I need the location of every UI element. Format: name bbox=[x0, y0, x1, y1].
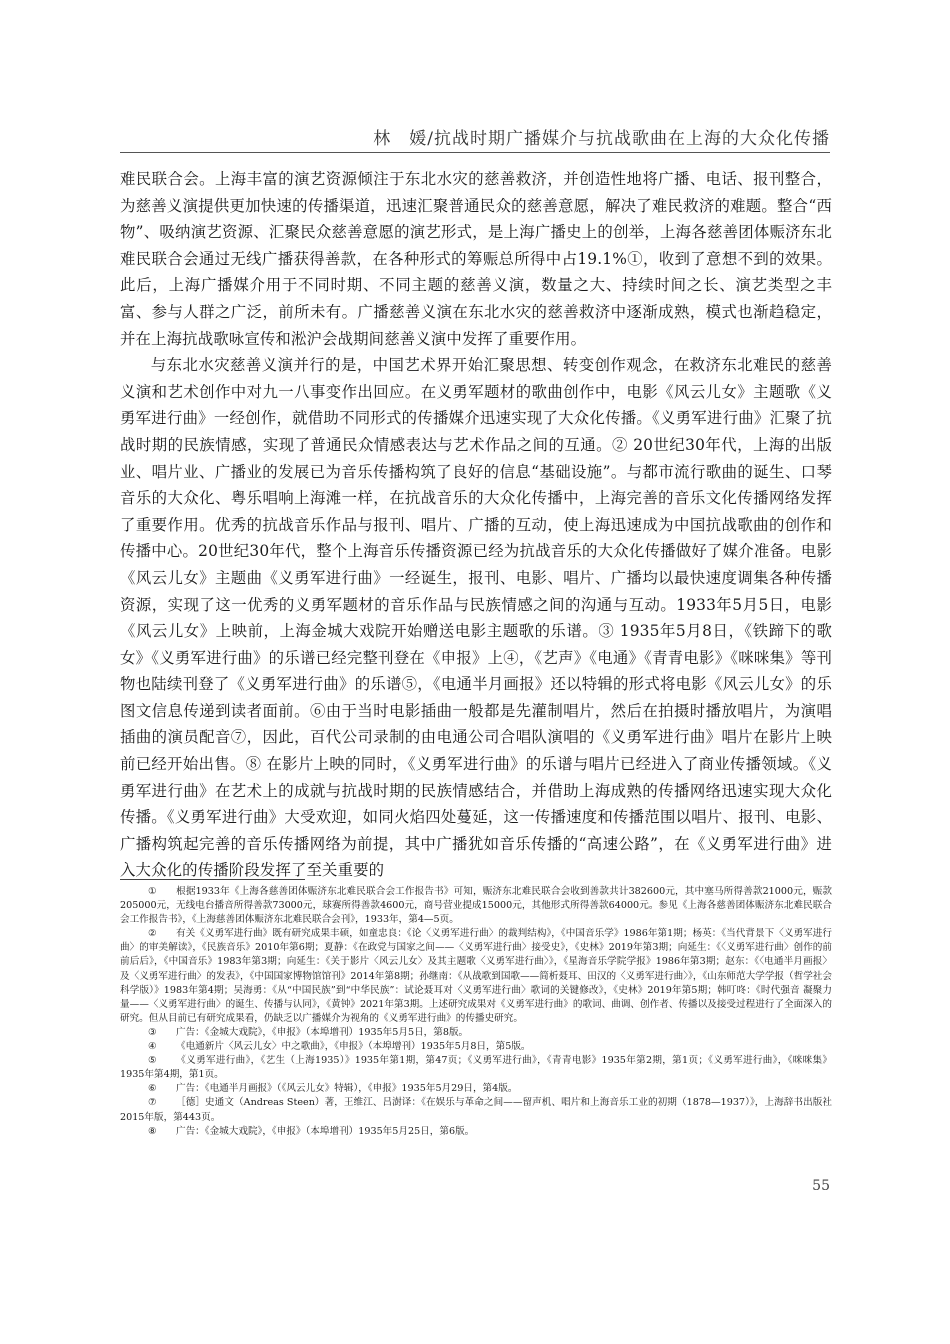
paragraph-continued: 难民联合会。上海丰富的演艺资源倾注于东北水灾的慈善救济，并创造性地将广播、电话、报刊整合，为慈善义演提供更加快速的传播渠道，迅速汇聚普通民众的慈善意愿，解决了难民救济的难题。整合“西物”、吸纳演艺资源、汇聚民众慈善意愿的演艺形式，是上海广播史上的创举，上海各慈善团体赈济东北难民联合会通过无线广播获得善款，在各种形式的筹赈总所得中占19.1%①，收到了意想不到的效果。此后，上海广播媒介用于不同时期、不同主题的慈善义演，数量之大、持续时间之长、演艺类型之丰富、参与人群之广泛，前所未有。广播慈善义演在东北水灾的慈善救济中逐渐成熟，模式也渐趋稳定，并在上海抗战歌咏宣传和淞沪会战期间慈善义演中发挥了重要作用。 bbox=[120, 170, 832, 348]
footnote-text: 《电通新片〈风云儿女〉中之歌曲》，《申报》（本埠增刊）1935年5月8日，第5版。 bbox=[176, 1041, 531, 1053]
footnote-marker: ⑦ bbox=[148, 1097, 157, 1109]
footnote-marker: ⑧ bbox=[148, 1125, 157, 1137]
running-head: 林 媛/抗战时期广播媒介与抗战歌曲在上海的大众化传播 bbox=[373, 129, 830, 149]
footnote bbox=[120, 1082, 832, 1096]
footnote bbox=[120, 885, 832, 927]
footnote bbox=[120, 1054, 832, 1082]
footnote-marker: ② bbox=[148, 928, 157, 940]
footnote-marker: ④ bbox=[148, 1041, 157, 1053]
footnote bbox=[120, 1096, 832, 1124]
article-body bbox=[120, 166, 832, 884]
footnote-text: 有关《义勇军进行曲》既有研究成果丰硕，如童忠良：《论〈义勇军进行曲〉的裁判结构》，《中国音乐学》1986年第1期；杨英：《当代背景下〈义勇军进行曲〉的审美解读》，《民族音乐》2010年第6期；夏静：《在政党与国家之间——〈义勇军进行曲〉接受史》，《史林》2019年第3期；向延生：《〈义勇军进行曲〉创作的前前后后》，《中国音乐》1983年第3期；向延生：《关于影片〈风云儿女〉及其主题歌〈义勇军进行曲〉》，《星海音乐学院学报》1986年第3期；赵东：《〈电通半月画报〉及〈义勇军进行曲〉的发表》，《中国国家博物馆馆刊》2014年第8期；孙继南：《从战歌到国歌——简析聂耳、田汉的〈义勇军进行曲〉》，《山东师范大学学报（哲学社会科学版）》1983年第4期；吴海勇：《从“中国民族”到“中华民族”：试论聂耳对〈义勇军进行曲〉歌词的关键修改》，《史林》2019年第5期；韩叮咚：《时代强音 凝聚力量——〈义勇军进行曲〉的诞生、传播与认同》，《黄钟》2021年第3期。上述研究成果对《义勇军进行曲》的歌词、曲调、创作者、传播以及接受过程进行了全面深入的研究。但从目前已有研究成果看，仍缺乏以广播媒介为视角的《义勇军进行曲》的传播史研究。 bbox=[120, 928, 832, 1024]
footnote bbox=[120, 1040, 832, 1054]
footnote bbox=[120, 927, 832, 1026]
footnote-marker: ① bbox=[148, 886, 157, 897]
footnote-text: 广告：《金城大戏院》，《申报》（本埠增刊）1935年5月5日，第8版。 bbox=[176, 1026, 469, 1038]
footnote-rule bbox=[120, 879, 305, 880]
footnote-text: 广告：《金城大戏院》，《申报》（本埠增刊）1935年5月25日，第6版。 bbox=[176, 1125, 475, 1137]
footnote-text: 根据1933年《上海各慈善团体赈济东北难民联合会工作报告书》可知，赈济东北难民联合会收到善款共计382600元，其中塞马所得善款21000元，赈款205000元，无线电台播音所得善款73000元，球赛所得善款4600元，商号营业提成15000元，其他形式所得善款64000元。参见《上海各慈善团体赈济东北难民联合会工作报告书》，《上海慈善团体赈济东北难民联合会刊》，1933年，第4—5页。 bbox=[120, 886, 832, 926]
footnote-text: ［德］史通文（Andreas Steen）著，王维江、吕澍译：《在娱乐与革命之间——留声机、唱片和上海音乐工业的初期（1878—1937）》，上海辞书出版社2015年版，第443页。 bbox=[120, 1097, 832, 1123]
paragraph: 与东北水灾慈善义演并行的是，中国艺术界开始汇聚思想、转变创作观念，在救济东北难民的慈善义演和艺术创作中对九一八事变作出回应。在义勇军题材的歌曲创作中，电影《风云儿女》主题歌《义勇军进行曲》一经创作，就借助不同形式的传播媒介迅速实现了大众化传播。《义勇军进行曲》汇聚了抗战时期的民族情感，实现了普通民众情感表达与艺术作品之间的互通。② 20世纪30年代，上海的出版业、唱片业、广播业的发展已为音乐传播构筑了良好的信息“基础设施”。与都市流行歌曲的诞生、口琴音乐的大众化、粤乐唱响上海滩一样，在抗战音乐的大众化传播中，上海完善的音乐文化传播网络发挥了重要作用。优秀的抗战音乐作品与报刊、唱片、广播的互动，使上海迅速成为中国抗战歌曲的创作和传播中心。20世纪30年代，整个上海音乐传播资源已经为抗战音乐的大众化传播做好了媒介准备。电影《风云儿女》主题曲《义勇军进行曲》一经诞生，报刊、电影、唱片、广播均以最快速度调集各种传播资源，实现了这一优秀的义勇军题材的音乐作品与民族情感之间的沟通与互动。1933年5月5日，电影《风云儿女》上映前，上海金城大戏院开始赠送电影主题歌的乐谱。③ 1935年5月8日，《铁蹄下的歌女》《义勇军进行曲》的乐谱已经完整刊登在《申报》上④，《艺声》《电通》《青青电影》《咪咪集》等刊物也陆续刊登了《义勇军进行曲》的乐谱⑤，《电通半月画报》还以特辑的形式将电影《风云儿女》的乐图文信息传递到读者面前。⑥由于当时电影插曲一般都是先灌制唱片，然后在拍摄时播放唱片，为演唱插曲的演员配音⑦，因此，百代公司录制的由电通公司合唱队演唱的《义勇军进行曲》唱片在影片上映前已经开始出售。⑧ 在影片上映的同时，《义勇军进行曲》的乐谱与唱片已经进入了商业传播领域。《义勇军进行曲》在艺术上的成就与抗战时期的民族情感结合，并借助上海成熟的传播网络迅速实现大众化传播。《义勇军进行曲》大受欢迎，如同火焰四处蔓延，这一传播速度和传播范围以唱片、报刊、电影、广播构筑起完善的音乐传播网络为前提，其中广播犹如音乐传播的“高速公路”，在《义勇军进行曲》进入大众化的传播阶段发挥了至关重要的 bbox=[120, 356, 832, 880]
footnotes bbox=[120, 885, 832, 1139]
footnote bbox=[120, 1026, 832, 1040]
header-rule bbox=[120, 152, 830, 153]
footnote bbox=[120, 1125, 832, 1139]
footnote-text: 《义勇军进行曲》，《艺生（上海1935）》1935年第1期，第47页；《义勇军进行曲》，《青青电影》1935年第2期，第1页；《义勇军进行曲》，《咪咪集》1935年第4期，第1页。 bbox=[120, 1055, 832, 1081]
footnote-marker: ⑤ bbox=[148, 1055, 157, 1067]
footnote-marker: ③ bbox=[148, 1026, 157, 1038]
page-number: 55 bbox=[812, 1178, 830, 1194]
footnote-marker: ⑥ bbox=[148, 1083, 157, 1095]
footnote-text: 广告：《电通半月画报》（《风云儿女》特辑），《申报》1935年5月29日，第4版。 bbox=[176, 1083, 518, 1095]
